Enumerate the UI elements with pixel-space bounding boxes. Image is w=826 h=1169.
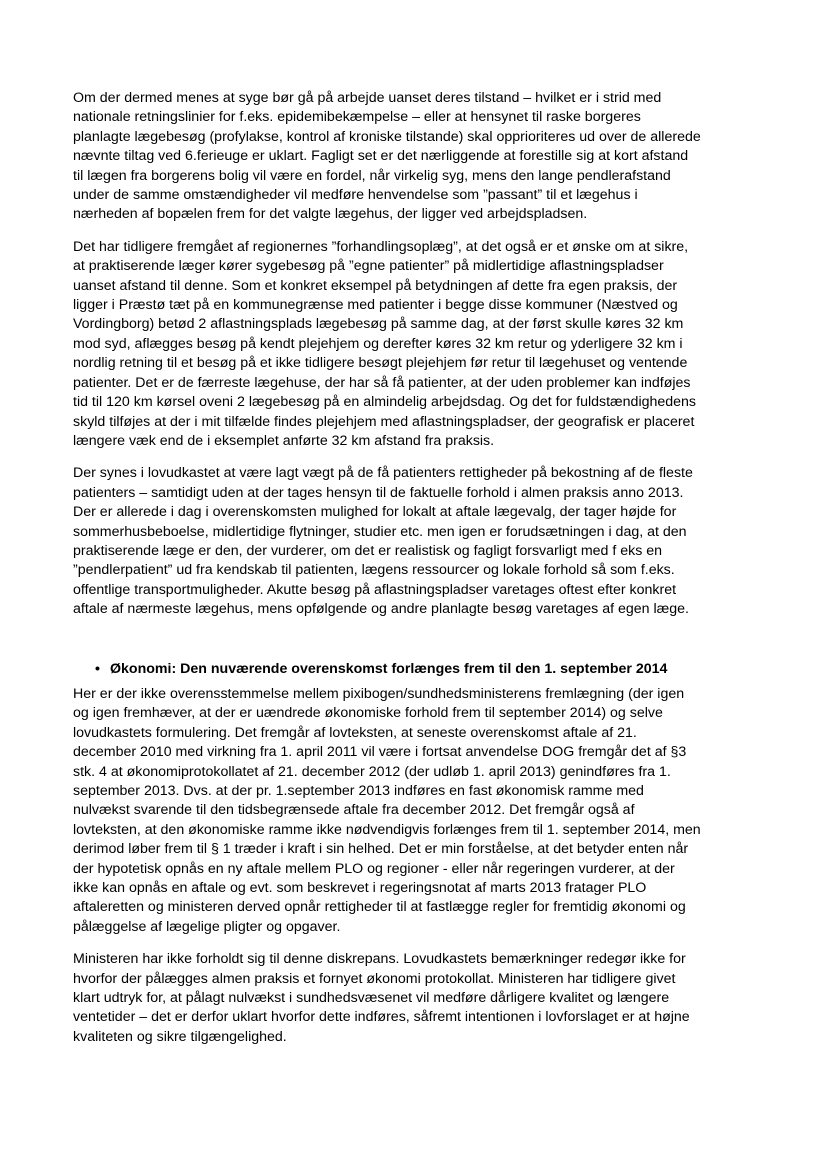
paragraph-sick-attendance: Om der dermed menes at syge bør gå på arbejde uanset deres tilstand – hvilket er i strid med nationale retningslinier for f.eks. epidemibekæmpelse – eller at hensynet til raske borgeres planlagte lægebesøg (profylakse, kontrol af kroniske tilstande) skal opprioriteres ud over de allerede nævnte tiltag ved 6.ferieuge er uklart. Fagligt set er det nærliggende at forestille sig at kort afstand til lægen fra borgerens bolig vil være en fordel, når virkelig syg, mens den lange pendlerafstand under de samme omstændigheder vil medføre henvendelse som ”passant” til et lægehus i nærheden af bopælen frem for det valgte lægehus, der ligger ved arbejdspladsen. [73, 90, 701, 223]
section-heading-text: Økonomi: Den nuværende overenskomst forlænges frem til den 1. september 2014 [110, 660, 668, 677]
bullet-icon: • [95, 660, 100, 677]
paragraph-regional-negotiation: Det har tidligere fremgået af regionernes ”forhandlingsoplæg”, at det også er et ønske om at sikre, at praktiserende læger kører sygebesøg på ”egne patienter” på midlertidige aflastningspladser uanset afstand til denne. Som et konkret eksempel på betydningen af dette fra egen praksis, der ligger i Præstø tæt på en kommunegrænse med patienter i begge disse kommuner (Næstved og Vordingborg) betød 2 aflastningsplads lægebesøg på samme dag, at der først skulle køres 32 km mod syd, aflægges besøg på kendt plejehjem og derefter køres 32 km retur og yderligere 32 km i nordlig retning til et besøg på et ikke tidligere besøgt plejehjem før retur til lægehuset og ventende patienter. Det er de færreste lægehuse, der har så få patienter, at der uden problemer kan indføjes tid til 120 km kørsel oveni 2 lægebesøg på en almindelig arbejdsdag. Og det for fuldstændighedens skyld tilføjes at der i mit tilfælde findes plejehjem med aflastningspladser, der geografisk er placeret længere væk end de i eksemplet anførte 32 km afstand fra praksis. [73, 238, 697, 449]
paragraph-economy-discrepancy: Her er der ikke overensstemmelse mellem pixibogen/sundhedsministerens fremlægning (der igen og igen fremhæver, at der er uændrede økonomiske forhold frem til september 2014) og selve lovudkastets formulering. Det fremgår af lovteksten, at seneste overenskomst aftale af 21. december 2010 med virkning fra 1. april 2011 vil være i fortsat anvendelse DOG fremgår det af §3 stk. 4 at økonomiprotokollatet af 21. december 2012 (der udløb 1. april 2013) genindføres fra 1. september 2013. Dvs. at der pr. 1.september 2013 indføres en fast økonomisk ramme med nulvækst svarende til den tidsbegrænsede aftale fra december 2012. Det fremgår også af lovteksten, at den økonomiske ramme ikke nødvendigvis forlænges frem til 1. september 2014, men derimod løber frem til § 1 træder i kraft i sin helhed. Det er min forståelse, at det betyder enten når der hypotetisk opnås en ny aftale mellem PLO og regioner - eller når regeringen vurderer, at der ikke kan opnås en aftale og evt. som beskrevet i regeringsnotat af marts 2013 fratager PLO aftaleretten og ministeren derved opnår rettigheder til at fastlægge regler for fremtidig økonomi og pålæggelse af lægelige pligter og opgaver. [73, 685, 701, 935]
section-heading-economy [73, 660, 759, 679]
paragraph-patient-rights: Der synes i lovudkastet at være lagt vægt på de få patienters rettigheder på bekostning af de fleste patienters – samtidigt uden at der tages hensyn til de faktuelle forhold i almen praksis anno 2013. Der er allerede i dag i overenskomsten mulighed for lokalt at aftale lægevalg, der tager højde for sommerhusbeboelse, midlertidige flytninger, studier etc. men igen er forudsætningen i dag, at den praktiserende læge er den, der vurderer, om det er realistisk og fagligt forsvarligt med f eks en ”pendlerpatient” ud fra kendskab til patienten, lægens ressourcer og lokale forhold så som f.eks. offentlige transportmuligheder. Akutte besøg på aflastningspladser varetages oftest efter konkret aftale af nærmeste lægehus, mens opfølgende og andre planlagte besøg varetages af egen læge. [73, 465, 693, 618]
paragraph-minister-response: Ministeren har ikke forholdt sig til denne diskrepans. Lovudkastets bemærkninger redegør ikke for hvorfor der pålægges almen praksis et fornyet økonomi protokollat. Ministeren har tidligere givet klart udtryk for, at pålagt nulvækst i sundhedsvæsenet vil medføre dårligere kvalitet og længere ventetider – det er derfor uklart hvorfor dette indføres, såfremt intentionen i lovforslaget er at højne kvaliteten og sikre tilgængelighed. [73, 951, 690, 1045]
document-page [73, 89, 759, 1047]
